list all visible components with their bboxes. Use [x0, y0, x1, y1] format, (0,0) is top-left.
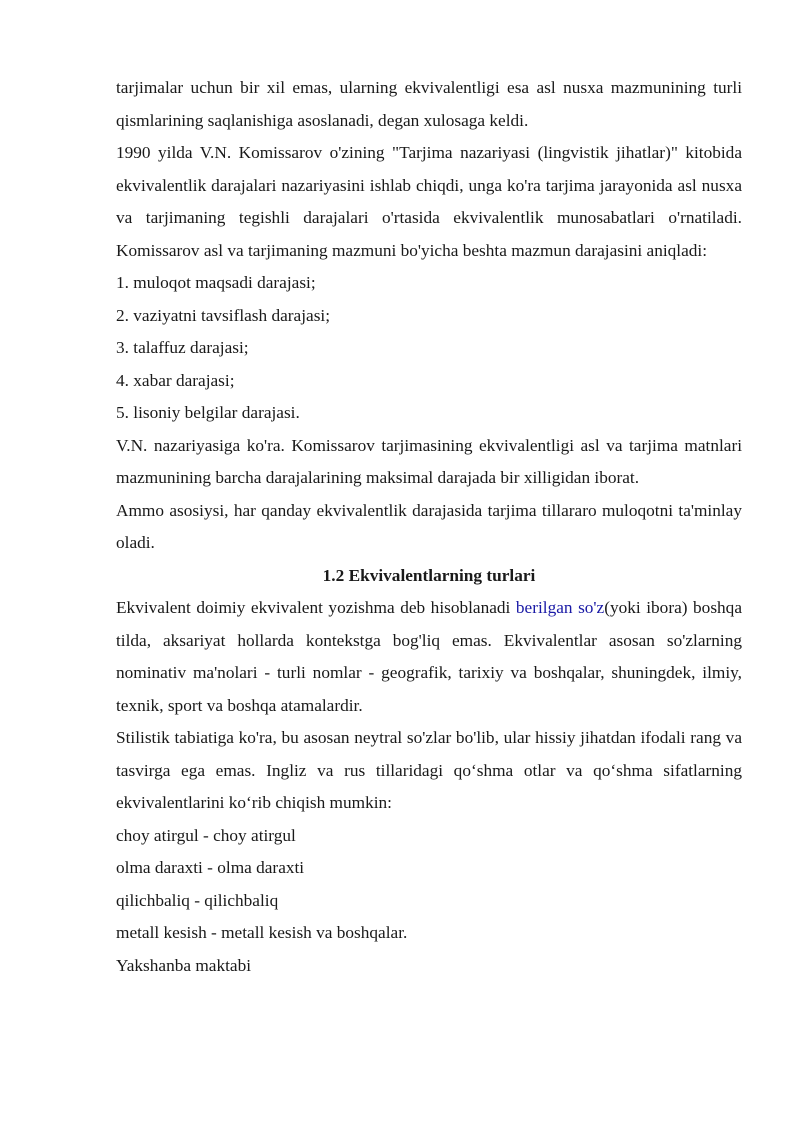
paragraph-3: V.N. nazariyasiga ko'ra. Komissarov tarjimasining ekvivalentligi asl va tarjima matnlari mazmunining barcha darajalarining maksimal darajada bir xilligidan iborat.	[116, 435, 742, 487]
paragraph-5-end: (yoki ibora) boshqa tilda, aksariyat hollarda kontekstga bog'liq emas. Ekvivalentlar asosan so'zlarning nominativ ma'nolari - turli nomlar - geografik, tarixiy va boshqalar, shuningdek, ilmiy, texnik, sport va boshqa atamalardir.	[116, 598, 742, 715]
example-item: olma daraxti - olma daraxti	[116, 858, 305, 877]
paragraph-5-start: Ekvivalent doimiy ekvivalent yozishma deb hisoblanadi	[116, 598, 516, 617]
example-item: qilichbaliq - qilichbaliq	[116, 890, 279, 910]
example-item: Yakshanba maktabi	[116, 955, 252, 975]
paragraph-1: tarjimalar uchun bir xil emas, ularning ekvivalentligi esa asl nusxa mazmunining turli qismlarining saqlanishiga asoslanadi, degan xulosaga keldi.	[116, 78, 742, 130]
example-item: choy atirgul - choy atirgul	[116, 825, 296, 845]
paragraph-6: Stilistik tabiatiga ko'ra, bu asosan neytral so'zlar bo'lib, ular hissiy jihatdan ifodali rang va tasvirga ega emas. Ingliz va rus tillaridagi qo‘shma otlar va qo‘shma sifatlarning ekvivalentlarini ko‘rib chiqish mumkin:	[116, 728, 742, 812]
paragraph-5	[116, 592, 742, 722]
list-item: 1. muloqot maqsadi darajasi;	[116, 273, 316, 292]
section-heading: 1.2 Ekvivalentlarning turlari	[322, 565, 536, 585]
example-item: metall kesish - metall kesish va boshqalar.	[116, 923, 408, 942]
list-item: 5. lisoniy belgilar darajasi.	[116, 403, 300, 422]
paragraph-2: 1990 yilda V.N. Komissarov o'zining "Tarjima nazariyasi (lingvistik jihatlar)" kitobida ekvivalentlik darajalari nazariyasini ishlab chiqdi, unga ko'ra tarjima jarayonida asl nusxa va tarjimaning tegishli darajalari o'rtasida ekvivalentlik munosabatlari o'rnatiladi. Komissarov asl va tarjimaning mazmuni bo'yicha beshta mazmun darajasini aniqladi:	[116, 143, 742, 260]
paragraph-4: Ammo asosiysi, har qanday ekvivalentlik darajasida tarjima tillararo muloqotni ta'minlay oladi.	[116, 500, 742, 552]
list-item: 4. xabar darajasi;	[116, 370, 235, 390]
examples-list	[116, 820, 742, 983]
list-item: 3. talaffuz darajasi;	[116, 338, 249, 357]
document-page	[116, 72, 742, 982]
levels-list	[116, 267, 742, 430]
berilgan-soz-link[interactable]: berilgan so'z	[515, 598, 605, 617]
list-item: 2. vaziyatni tavsiflash darajasi;	[116, 305, 331, 325]
